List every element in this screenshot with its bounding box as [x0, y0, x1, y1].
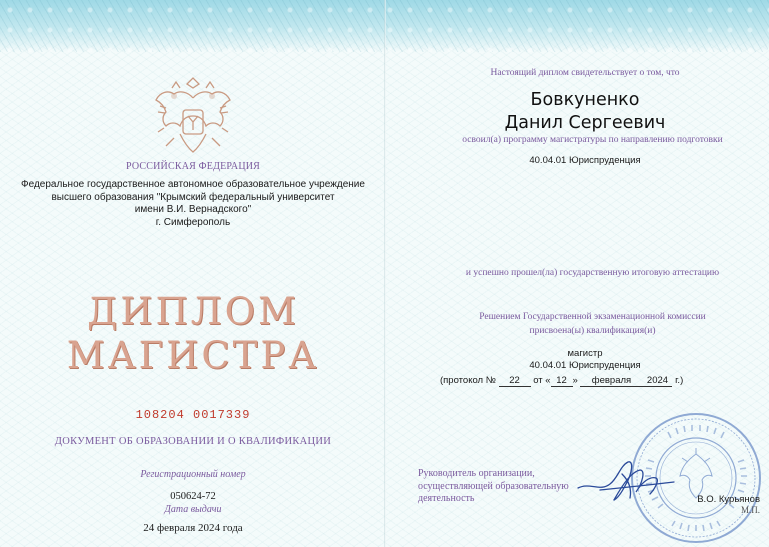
graduate-surname: Бовкуненко	[530, 90, 640, 110]
graduate-given-names: Данил Сергеевич	[504, 113, 666, 133]
qualification: магистр	[567, 348, 603, 359]
program-statement: освоил(а) программу магистратуры по направлению подготовки	[462, 135, 723, 145]
protocol-prefix: (протокол №	[440, 375, 496, 386]
head-label-line-1: Руководитель организации,	[418, 468, 535, 479]
diploma-title-line-2: МАГИСТРА	[66, 334, 320, 377]
page-fold	[384, 0, 386, 547]
protocol-month: февраля	[580, 375, 642, 387]
document-type: ДОКУМЕНТ ОБ ОБРАЗОВАНИИ И О КВАЛИФИКАЦИИ	[54, 436, 332, 447]
certification-intro: Настоящий диплом свидетельствует о том, что	[490, 68, 680, 78]
attestation-statement: и успешно прошел(ла) государственную итоговую аттестацию	[465, 268, 720, 278]
registration-number: 050624-72	[170, 491, 216, 502]
protocol-number: 22	[499, 375, 531, 387]
issue-date-label: Дата выдачи	[164, 504, 222, 515]
institution-city: г. Симферополь	[155, 216, 231, 228]
qualification-block	[470, 348, 700, 372]
stamp-place-mark: М.П.	[740, 505, 760, 515]
diploma-serial-number: 108204 0017339	[135, 408, 251, 422]
protocol-day: 12	[551, 375, 573, 387]
issue-date: 24 февраля 2024 года	[143, 522, 243, 534]
registration-number-label: Регистрационный номер	[140, 469, 246, 480]
decision-line-1: Решением Государственной экзаменационной комиссии	[479, 312, 706, 322]
head-label-line-3: деятельность	[418, 493, 475, 504]
institution-line-1: Федеральное государственное автономное образовательное учреждение	[21, 179, 365, 190]
institution-name	[20, 179, 366, 229]
protocol-day-close: »	[572, 375, 578, 386]
head-label-line-2: осуществляющей образовательную	[418, 480, 569, 492]
protocol-suffix: г.)	[675, 375, 684, 386]
institution-line-2: высшего образования "Крымский федеральный университет	[51, 191, 335, 203]
qualification-specialty: 40.04.01 Юриспруденция	[529, 360, 641, 371]
russian-double-headed-eagle-icon	[150, 76, 236, 158]
diploma-title-line-1: ДИПЛОМ	[87, 290, 299, 333]
protocol-from: от «	[533, 375, 551, 386]
protocol-line	[440, 375, 740, 387]
commission-decision	[420, 310, 765, 338]
institution-line-3: имени В.И. Вернадского"	[134, 204, 252, 215]
head-name: В.О. Курьянов	[697, 494, 760, 505]
protocol-year: 2024	[642, 375, 672, 387]
country-name: РОССИЙСКАЯ ФЕДЕРАЦИЯ	[125, 161, 261, 172]
decision-line-2: присвоена(ы) квалификация(и)	[529, 326, 656, 336]
program-specialty: 40.04.01 Юриспруденция	[529, 155, 641, 166]
